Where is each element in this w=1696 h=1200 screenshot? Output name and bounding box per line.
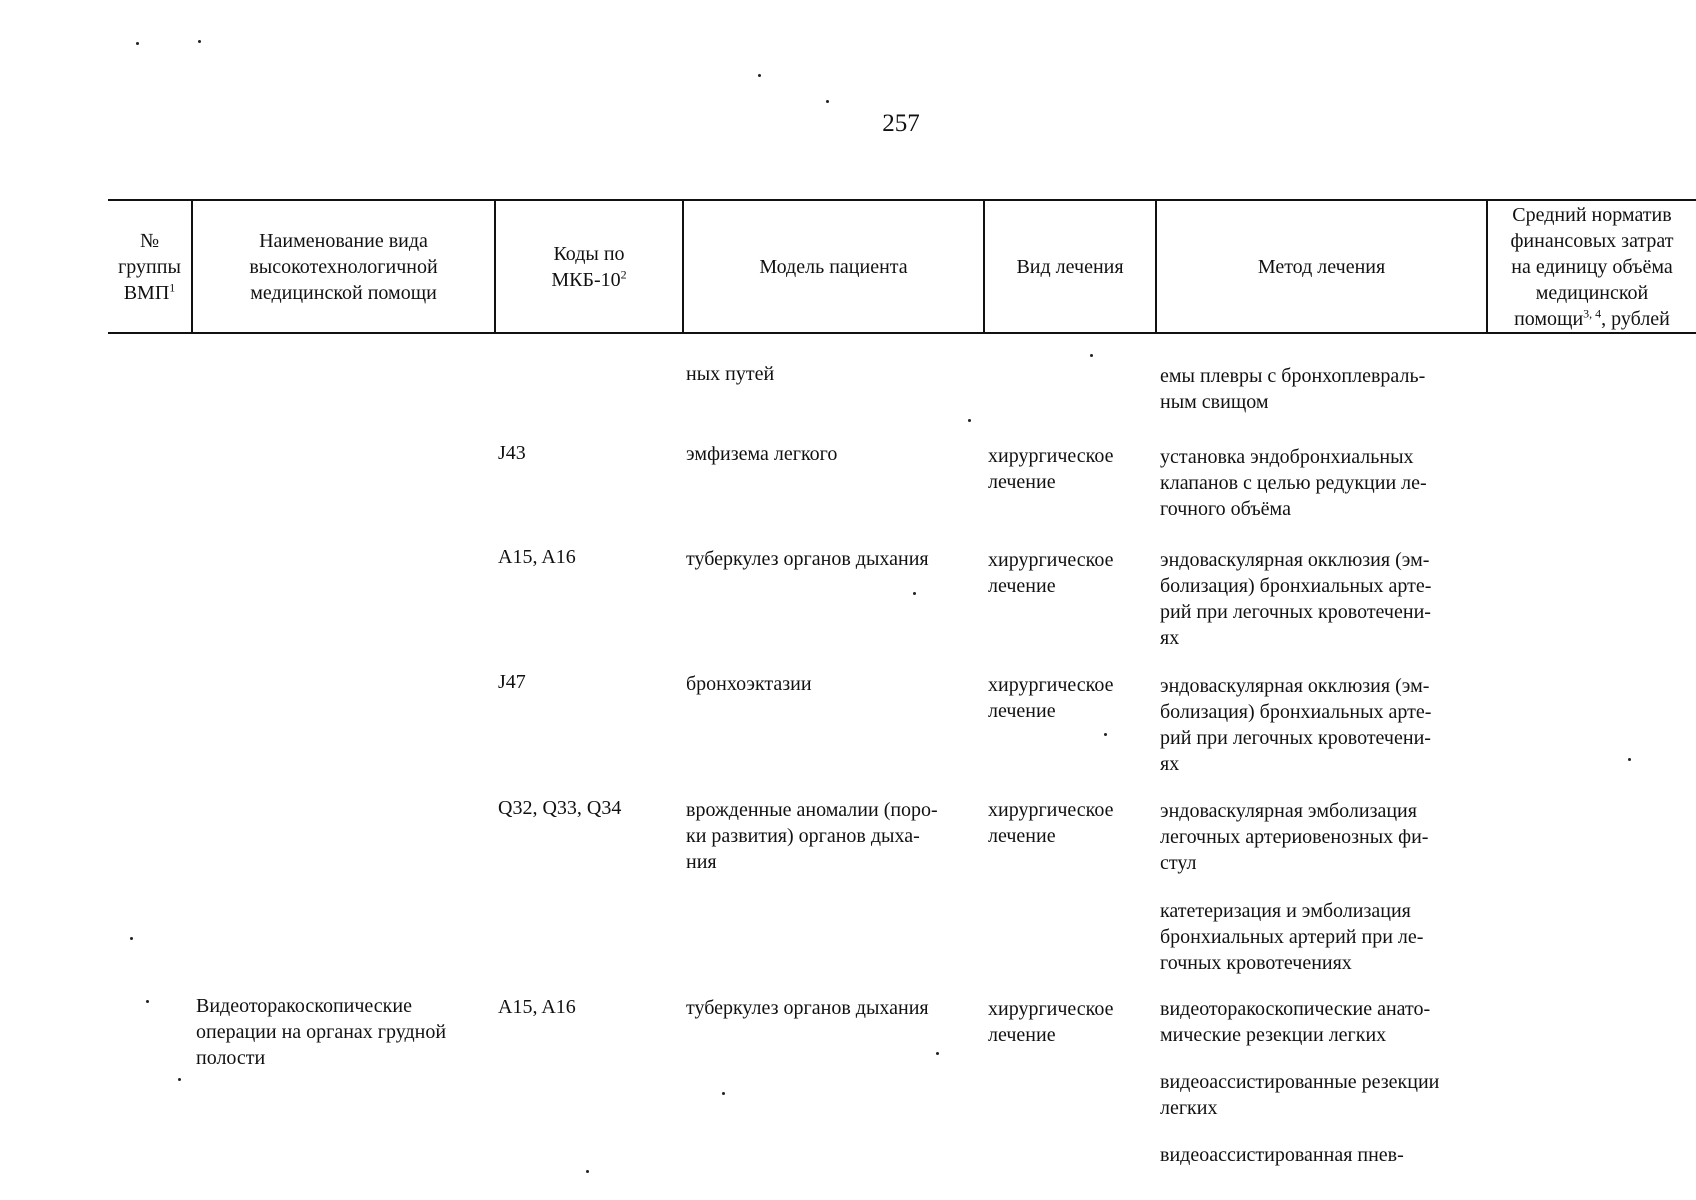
scan-speck xyxy=(130,937,133,940)
patient-model-cell: ных путей xyxy=(686,363,775,385)
scan-speck xyxy=(178,1078,181,1081)
header-care-type-name: Наименование вида высокотехнологичной медицинской помощи xyxy=(249,229,438,304)
scan-speck xyxy=(826,100,829,103)
treatment-method-cell: видеоассистированная пнев- xyxy=(1160,1144,1404,1166)
icd-code-cell: Q32, Q33, Q34 xyxy=(498,797,622,819)
scan-speck xyxy=(1090,354,1093,357)
treatment-type-cell: хирургическое лечение xyxy=(988,549,1114,597)
treatment-type-cell: хирургическое лечение xyxy=(988,799,1114,847)
patient-model-cell: туберкулез органов дыхания xyxy=(686,997,929,1019)
icd-code-cell: A15, A16 xyxy=(498,996,576,1018)
scan-speck xyxy=(936,1052,939,1055)
treatment-method-cell: эндоваскулярная окклюзия (эм- болизация) бронхиальных арте- рий при легочных кровотечени- ях xyxy=(1160,675,1432,775)
icd-code-cell: J43 xyxy=(498,442,526,464)
treatment-type-cell: хирургическое лечение xyxy=(988,445,1114,493)
care-type-name-cell: Видеоторакоскопические операции на органах грудной полости xyxy=(196,995,447,1069)
icd-code-cell: A15, A16 xyxy=(498,546,576,568)
header-group-number: № группы ВМП$^1$ xyxy=(118,229,181,304)
scan-speck xyxy=(913,592,916,595)
treatment-type-cell: хирургическое лечение xyxy=(988,674,1114,722)
scan-speck xyxy=(198,40,201,43)
header-patient-model: Модель пациента xyxy=(759,255,908,278)
scan-speck xyxy=(758,74,761,77)
scan-speck xyxy=(146,1000,149,1003)
treatment-method-cell: видеоассистированные резекции легких xyxy=(1160,1071,1440,1119)
header-average-cost: Средний норматив финансовых затрат на единицу объёма медицинской помощи$^{3, 4}$, рублей xyxy=(1510,203,1674,330)
page-number: 257 xyxy=(882,110,920,137)
patient-model-cell: туберкулез органов дыхания xyxy=(686,548,929,570)
scan-speck xyxy=(136,42,139,45)
patient-model-cell: врожденные аномалии (поро- ки развития) органов дыха- ния xyxy=(686,799,938,873)
patient-model-cell: эмфизема легкого xyxy=(686,443,838,465)
treatment-method-cell: видеоторакоскопические анато- мические резекции легких xyxy=(1160,998,1431,1046)
treatment-method-cell: эндоваскулярная эмболизация легочных артериовенозных фи- стул xyxy=(1160,800,1429,874)
header-treatment-type: Вид лечения xyxy=(1016,255,1124,278)
scan-speck xyxy=(1104,733,1107,736)
table-header-bottom-rule xyxy=(108,332,1696,334)
scan-speck xyxy=(1628,758,1631,761)
scan-speck xyxy=(722,1092,725,1095)
treatment-type-cell: хирургическое лечение xyxy=(988,998,1114,1046)
scan-speck xyxy=(586,1170,589,1173)
treatment-method-cell: установка эндобронхиальных клапанов с целью редукции ле- гочного объёма xyxy=(1160,446,1427,520)
patient-model-cell: бронхоэктазии xyxy=(686,673,812,695)
header-icd-codes: Коды по МКБ-$10^2$ xyxy=(551,242,627,291)
treatment-method-cell: эндоваскулярная окклюзия (эм- болизация) бронхиальных арте- рий при легочных кровотечени- ях xyxy=(1160,549,1432,649)
treatment-method-cell: емы плевры с бронхоплевраль- ным свищом xyxy=(1160,365,1426,413)
header-treatment-method: Метод лечения xyxy=(1257,255,1386,278)
scan-speck xyxy=(968,419,971,422)
treatment-method-cell: катетеризация и эмболизация бронхиальных артерий при ле- гочных кровотечениях xyxy=(1160,900,1424,974)
icd-code-cell: J47 xyxy=(498,671,526,693)
